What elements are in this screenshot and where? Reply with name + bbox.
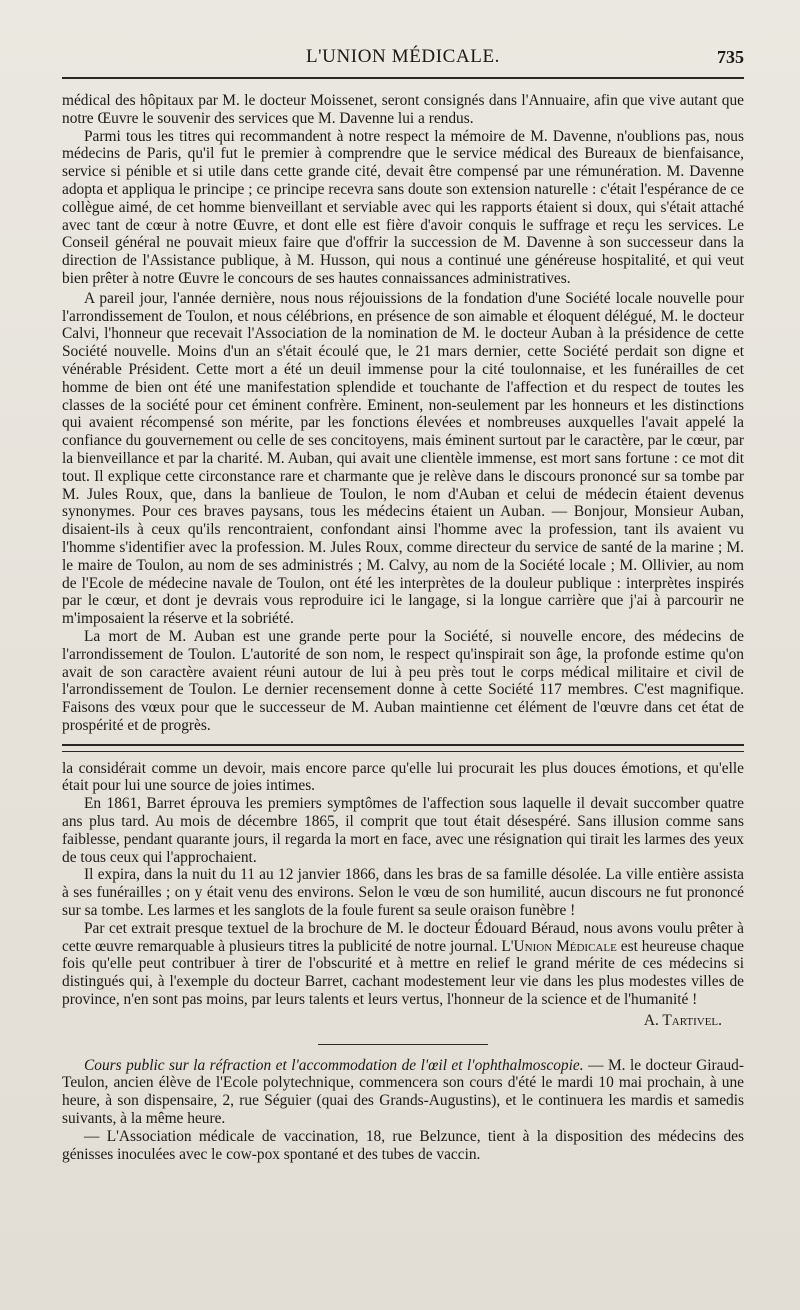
page-number: 735 bbox=[717, 47, 744, 67]
paragraph: Il expira, dans la nuit du 11 au 12 janvier 1866, dans les bras de sa famille désolée. La ville entière assista à ses funérailles ; on y était venu des environs. Selon le vœu de son humilité, aucun discours ne fut prononcé sur sa tombe. Les larmes et les sanglots de la foule furent sa seule oraison funèbre ! bbox=[62, 866, 744, 920]
paragraph-text: est heureuse chaque fois qu'elle peut contribuer à tirer de l'obscurité et à mettre en relief le grand mérite de ces médecins si distingués qui, à l'exemple du docteur Barret, cachant modestement leur vie dans les plus modestes villes de province, n'en sont pas moins, par leurs talents et leurs vertus, l'honneur de la science et de l'humanité ! bbox=[62, 937, 744, 1009]
course-title: Cours public sur la réfraction et l'accommodation de l'œil et l'ophthalmoscopie. bbox=[84, 1056, 584, 1074]
announcement-course bbox=[62, 1057, 744, 1128]
page-header bbox=[62, 0, 744, 80]
paragraph: A pareil jour, l'année dernière, nous nous réjouissions de la fondation d'une Société locale nouvelle pour l'arrondissement de Toulon, et nous célébrions, en présence de son aimable et éloquent délégué, M. le docteur Calvi, l'honneur que recevait l'Association de la nomination de M. le docteur Auban à la présidence de cette Société nouvelle. Moins d'un an s'était écoulé que, le 21 mars dernier, cette Société perdait son digne et vénérable Président. Cette mort a été un deuil immense pour la cité toulonnaise, et les funérailles de cet homme de bien ont été une manifestation splendide et touchante de l'affection et du respect de toutes les classes de la société pour cet éminent confrère. Eminent, non-seulement par les honneurs et les distinctions qui avaient récompensé son mérite, par les fonctions élevées et nombreuses auxquelles l'avait appelé la confiance du gouvernement ou celle de ses concitoyens, mais éminent surtout par le caractère, par le cœur, par la bienveillance et par la charité. M. Auban, qui avait une clientèle immense, est mort sans fortune : ce mot dit tout. Il explique cette circonstance rare et charmante que je relève dans le discours prononcé sur sa tombe par M. Jules Roux, que, dans la banlieue de Toulon, le nom d'Auban et celui de médecin étaient devenus synonymes. Pour ces braves paysans, tous les médecins étaient un Auban. — Bonjour, Monsieur Auban, disaient-ils à ceux qu'ils rencontraient, confondant ainsi l'homme avec la profession, tant ils avaient vu l'homme s'identifier avec la profession. M. Jules Roux, comme directeur du service de santé de la marine ; M. le maire de Toulon, au nom de ses administrés ; M. Calvy, au nom de la Société locale ; M. Ollivier, au nom de l'Ecole de médecine navale de Toulon, ont été les interprètes de la douleur publique : interprètes inspirés par le cœur, et dont je devrais vous reproduire ici le langage, si la longue carrière que j'ai à parcourir ne m'imposaient la réserve et la sobriété. bbox=[62, 289, 744, 628]
paragraph: la considérait comme un devoir, mais encore parce qu'elle lui procurait les plus douces émotions, et qu'elle était pour lui une source de joies intimes. bbox=[62, 759, 744, 795]
short-divider bbox=[318, 1044, 488, 1045]
section-divider bbox=[62, 744, 744, 752]
announcement-vaccination: — L'Association médicale de vaccination, 18, rue Belzunce, tient à la disposition des médecins des génisses inoculées avec le cow-pox spontané et des tubes de vaccin. bbox=[62, 1127, 744, 1163]
running-title: L'UNION MÉDICALE. bbox=[305, 46, 501, 67]
paragraph: médical des hôpitaux par M. le docteur Moissenet, seront consignés dans l'Annuaire, afin que vive autant que notre Œuvre le souvenir des services que M. Davenne lui a rendus. bbox=[62, 92, 744, 127]
paragraph: En 1861, Barret éprouva les premiers symptômes de l'affection sous laquelle il devait succomber quatre ans plus tard. Au mois de décembre 1865, il comprit que tout était désespéré. Sans illusion comme sans faiblesse, pendant quarante jours, il regarda la mort en face, avec une résignation qui tirait les larmes des yeux de tous ceux qui l'approchaient. bbox=[62, 795, 744, 866]
signature: A. Tartivel. bbox=[643, 1011, 722, 1029]
section-announcements bbox=[62, 1057, 744, 1164]
paragraph: La mort de M. Auban est une grande perte pour la Société, si nouvelle encore, des médecins de l'arrondissement de Toulon. L'autorité de son nom, le respect qu'inspirait son âge, la profonde estime qu'on avait de son caractère avaient réuni autour de lui à peu près tout le corps médical militaire et civil de l'arrondissement de Toulon. Le dernier recensement donne à cette Société 117 membres. C'est magnifique. Faisons des vœux pour que le successeur de M. Auban maintienne cet élément de l'œuvre dans cet état de prospérité et de progrès. bbox=[62, 627, 744, 734]
journal-name: L'Union Médicale bbox=[501, 937, 617, 955]
paragraph: Parmi tous les titres qui recommandent à notre respect la mémoire de M. Davenne, n'oublions pas, nous médecins de Paris, qu'il fut le premier à comprendre que le service médical des Bureaux de bienfaisance, service si pénible et si utile dans cette grande cité, devait être compensé par une rémunération. M. Davenne adopta et appliqua le principe ; ce principe recevra sans doute son extension naturelle : c'était l'espérance de ce collègue aimé, de cet homme bienveillant et serviable avec qui les rapports étaient si doux, qui s'était attaché avec tant de cœur à notre Œuvre, et dont elle est fière d'avoir conquis le suffrage et reçu les services. Le Conseil général ne pouvait mieux faire que d'offrir la succession de M. Davenne à son successeur dans la direction de l'Assistance publique, à M. Husson, qui nous a continué une généreuse hospitalité, et qui veut bien prêter à notre Œuvre le concours de ses hautes connaissances administratives. bbox=[62, 127, 744, 287]
section-barret bbox=[62, 760, 744, 1030]
paragraph bbox=[62, 920, 744, 1009]
section-davenne-auban bbox=[62, 80, 744, 735]
paragraph-text: Par cet extrait presque textuel de la brochure de M. le docteur Édouard Béraud, nous avons voulu prêter à cette œuvre remarquable à plusieurs titres la publicité de notre journal. bbox=[62, 919, 744, 955]
header-rule bbox=[62, 77, 744, 79]
course-text: — M. le docteur Giraud-Teulon, ancien élève de l'Ecole polytechnique, commencera son cours d'été le mardi 10 mai prochain, à une heure, à son dispensaire, 2, rue Séguier (quai des Grands-Augustins), et le continuera les mardis et samedis suivants, à la même heure. bbox=[62, 1056, 745, 1128]
